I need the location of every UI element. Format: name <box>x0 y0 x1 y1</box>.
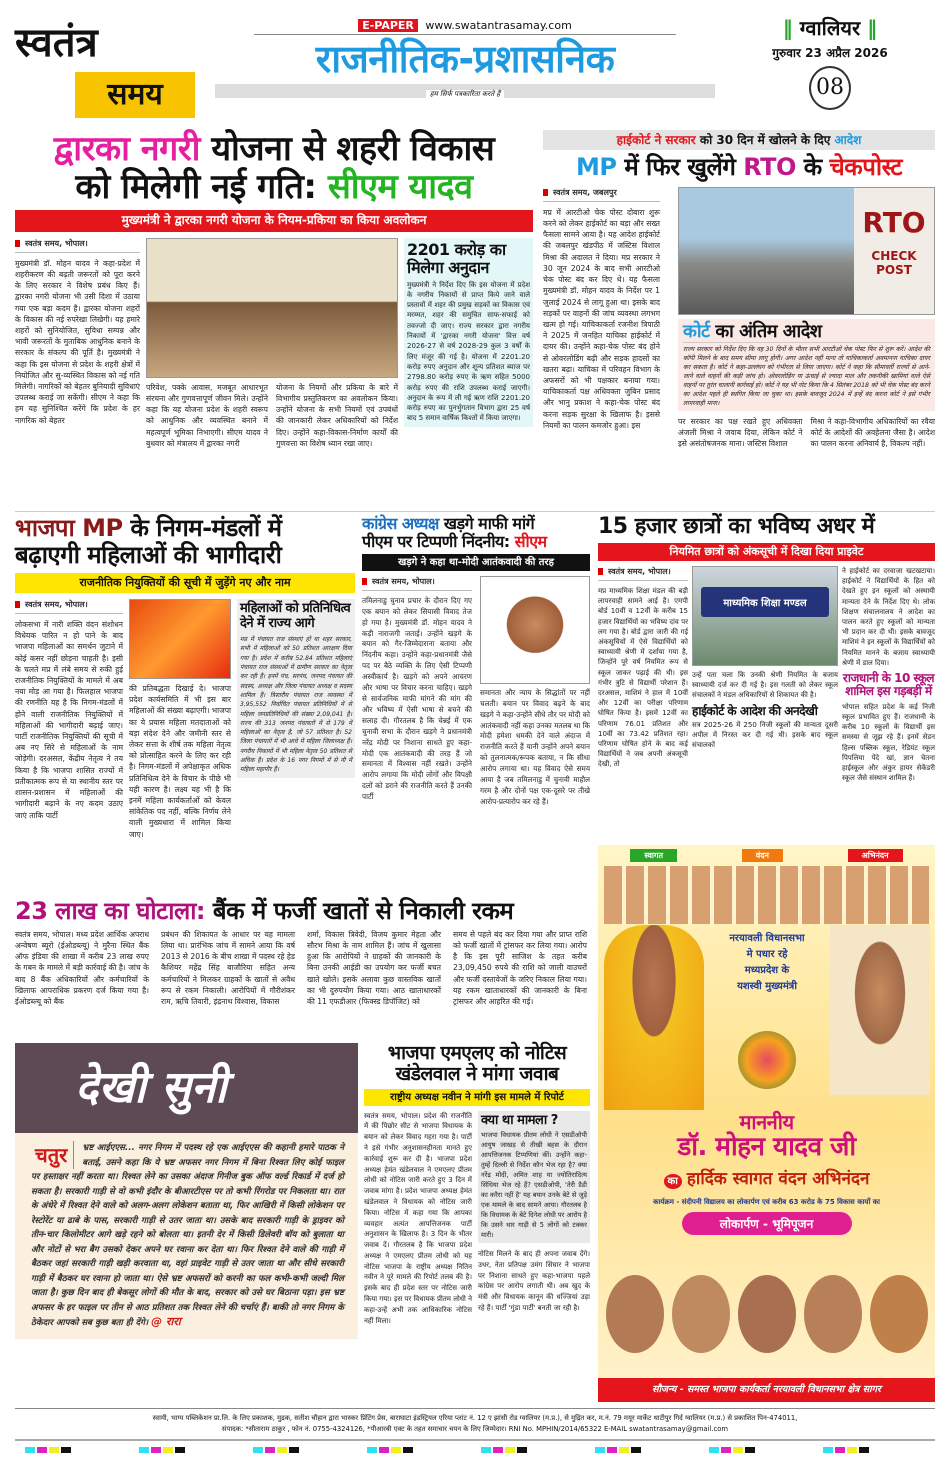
byline: स्वतंत्र समय, जबलपुर <box>543 187 660 202</box>
subhead-highcourt: हाईकोर्ट के आदेश की अनदेखी <box>692 703 818 718</box>
students-col3: ने हाईकोर्ट का दरवाजा खटखटाया। हाईकोर्ट ने विद्यार्थियों के हित को देखते हुए इन स्कूलों को अस्थायी मान्यता देने के निर्देश दिए थे। लोक शिक्षण संचालनालय ने आदेश का पालन करते हुए स्कूलों को मान्यता भी प्रदान कर दी थी। इसके बावजूद माशिमं ने इन स्कूलों के विद्यार्थियों को नियमित मानने के बजाय स्वाध्यायी श्रेणी में डाल दिया। <box>842 566 935 667</box>
imprint-footer: स्वामी, भाग्य पब्लिकेशन प्रा.लि. के लिए प्रकाशक, मुद्रक, सतीश चौहान द्वारा भास्कर प्रिंटिंग प्रेस, बाराघाटा इंडस्ट्रियल एरिया प्लांट नं. 12 ए झांसी रोड ग्वालियर (म.प्र.), से मुद्रित कर, म.नं. 79 मयूर मार्केट थाटीपुर गिर्द ग्वालियर (म.प्र.) से प्रकाशित पिन-474011, संपादक: *सीताराम ठाकुर , फोन नं. 0755-4324126, *पीआरबी एक्ट के तहत समाचार चयन के लिए जिम्मेदार। RNI No. MPHIN/2014/65322 E-MAIL swatantrasamay@gmail.com <box>15 1408 935 1441</box>
logo-top: स्वतंत्र <box>15 19 98 66</box>
ad-courtesy: सौजन्य - समस्त भाजपा कार्यकर्ता नरयावली विधानसभा क्षेत्र सागर <box>598 1378 935 1402</box>
lead-col1: मुख्यमंत्री डॉ. मोहन यादव ने कहा-प्रदेश में शहरीकरण की बढ़ती जरूरतों को पूरा करने के लिए सरकार ने विशेष प्रबंध किए हैं। द्वारका नगरी योजना भी उसी दिशा में उठाया गया एक बड़ा कदम है। द्वारका योजना शहरों के विकास की नई रुपरेखा लिखेगी। यह हमारे शहरों को सुनियोजित, सुविधा सम्पन्न और भावी जरूरतों के मुताबिक आधुनिक बनाने के सरकार के संकल्प की पूर्ति है। मुख्यमंत्री ने कहा कि इस योजना से प्रदेश के शहरी क्षेत्रों में नियोजित और सु-व्यस्थित विकास को नई गति मिलेगी। नागरिकों को बेहतर बुनियादी सुविधाएं उपलब्ध कराई जा सकेंगी। सीएम ने कहा कि हम यह सुनिश्चित करेंगे कि प्रदेश के हर नागरिक को बेहतर <box>15 258 140 425</box>
mla-photo <box>830 925 930 1095</box>
bjp-headline: भाजपा MP के निगम-मंडलों में बढ़ाएगी महिलाओं की भागीदारी <box>15 514 282 569</box>
section-title: राजनीतिक-प्रशासनिक <box>315 37 615 81</box>
rto-headline: MP में फिर खुलेंगे RTO के चेकपोस्ट <box>575 153 902 181</box>
cm-portrait <box>480 576 590 684</box>
lead-col3: योजना के नियमों और प्रकिया के बारे में विभागीय प्रस्तुतिकरण का अवलोकन किया। उन्होंने योजना के सभी नियमों एवं उपबंधों की जानकारी लेकर अधिकारियों को निर्देश दिए। उन्होंने कहा-विकास-निर्माण कार्यों की गुणवत्ता का विशेष ध्यान रखा जाए। <box>276 382 398 448</box>
students-subhead: नियमित छात्रों को अंकसूची में दिखा दिया प्राइवेट <box>598 543 935 561</box>
what-was-matter-box: क्या था मामला ? भाजपा विधायक प्रीतम लोधी ने एसडीओपी आयुष जाखड़ से तीखी बहस के दौरान आपत्तिजनक टिप्पणियां कीं। उन्होंने कहा-तुम्हें दिल्ली से निर्देश कौन भेज रहा है? क्या नरेंद्र मोदी, अमित शाह या ज्योतिरादित्य सिंधिया भेज रहे हैं? एसडीओपी, 'तेरी डैडी का करैरा नहीं है' यह बयान उनके बेटे से जुड़े एक मामले के बाद सामने आया। गौरतलब है कि विधायक के बेटे दिनेश लोधी पर आरोप है कि उसने थार गाड़ी से 5 लोगों को टक्कर मारी। <box>478 1111 590 1244</box>
court-order-box: कोर्ट का अंतिम आदेश राज्य सरकार को निर्देश दिए कि वह 30 दिनों के भीतर सभी आरटीओ चेक पोस्ट फिर से शुरू करें। आदेश की कॉपी मिलने के बाद समय सीमा लागू होगी। अगर आदेश नहीं माना तो याचिकाकर्ता अवमानना याचिका दायर कर सकता है। कोर्ट ने कहा-उल्लंघन को गंभीरता से लिया जाएगा। कोर्ट ने कहा कि सीमावर्ती राज्यों से आने-जाने वाले वाहनों की कड़ी जांच हो। ओवरलोडिंग या ऊंचाई से ज्यादा माल और तकनीकी खामियां वाले ऐसे वाहनों पर तुरंत चालानी कार्रवाई हो। कोर्ट ने यह भी नोट किया कि 4 सितंबर 2018 को भी चेक पोस्ट बंद करने का आदेश पहले ही स्थगित किया जा चुका था। इसके बावजूद 2024 में इन्हें बंद करना कोर्ट ने इसे गंभीर लापरवाही माना। <box>678 319 935 411</box>
website-link[interactable]: www.swatantrasamay.com <box>425 19 572 32</box>
byline: स्वतंत्र समय, भोपाल। <box>15 599 123 614</box>
rto-kicker: हाईकोर्ट ने सरकार को 30 दिन में खोलने के दिए आदेश <box>543 130 935 150</box>
women-box: महिलाओं को प्रतिनिधित्व देने में राज्य आगे मप्र में पंचायत राज संस्थाएं हों या शहर सरकार, सभी में महिलाओं को 50 प्रतिशत आरक्षण दिया गया है। प्रदेश में करीब 52.84 प्रतिशत महिलाएं पंचायत राज संस्थाओं में ग्रामीण सरकार का नेतृत्व कर रही हैं। इनमें पंच, सरपंच, जनपद पंचायत की सदस्य, अध्यक्ष और जिला पंचायत अध्यक्ष व सदस्य शामिल हैं। त्रिस्तरीय पंचायत राज व्यवस्था में 3,95,552 निर्वाचित पंचायत प्रतिनिधियों में से महिला जनप्रतिनिधियों की संख्या 2,09,041 है। राज्य की 313 जनपद पंचायतों में से 179 में महिलाओं का नेतृत्व है, जो 57 प्रतिशत है। 52 जिला पंचायतों में भी आधे में महिला जिलाध्यक्ष हैं। नगरीय निकायों में भी महिला नेतृत्व 50 प्रतिशत से अधिक है। प्रदेश के 16 नगर निगमों में से नौ में महिला महापौर हैं। <box>237 599 355 778</box>
bjp-subhead: राजनीतिक नियुक्तियों की सूची में जुड़ेंगे नए और नाम <box>15 573 355 593</box>
bjp-col2: की प्रतिबद्धता दिखाई दे। भाजपा प्रदेश कार्यसमिति में भी इस बार महिलाओं की संख्या बढ़ाएगी। भाजपा का ये प्रयास महिला मतदाताओं को बड़ा संदेश देने और जमीनी स्तर से लेकर सत्ता के शीर्ष तक महिला नेतृत्व को प्रोत्साहित करने के लिए कर रही है। निगम-मंडलों में अपेक्षाकृत अधिक प्रतिनिधित्व देने के विचार के पीछे भी यही कारण है। लक्ष्य यह भी है कि इनमें महिला कार्यकर्ताओं को केवल सांकेतिक पद नहीं, बल्कि निर्णय लेने वाली मुख्यधारा में शामिल किया जाए। <box>129 684 231 839</box>
students-headline: 15 हजार छात्रों का भविष्य अधर में <box>598 514 875 539</box>
meeting-photo <box>146 238 398 378</box>
lead-story <box>15 130 533 449</box>
rto-col1: मप्र में आरटीओ चेक पोस्ट दोबारा शुरू करने को लेकर हाईकोर्ट का बड़ा और सख्त फैसला सामने आया है। यह आदेश हाईकोर्ट की जबलपुर खंडपीठ में जस्टिस विशाल मिश्रा की अदालत ने दिया। मप्र सरकार ने 30 जून 2024 के बाद सभी आरटीओ चेक पोस्ट बंद कर दिए थे। यह फैसला मुख्यमंत्री डॉ. मोहन यादव के निर्देश पर 1 जुलाई 2024 से लागू हुआ था। इसके बाद सड़कों पर वाहनों की जांच व्यवस्था लगभग खत्म हो गई। याचिकाकर्ता रजनीश त्रिपाठी ने 2025 में जनहित याचिका हाईकोर्ट में दायर की। उन्होंने कहा-चेक पोस्ट बंद होने से ओवरलोडिंग बढ़ी और सड़क हादसों का खतरा बढ़ा। याचिका में परिवहन विभाग के अफसरों को भी पक्षकार बनाया गया। याचिकाकर्ता पक्ष अधिवक्ता जुबिन प्रसाद और भानु प्रकाश ने कहा-चेक पोस्ट बंद करना सड़क सुरक्षा के खिलाफ है। इससे नियमों का पालन कमजोर हुआ। इस <box>543 207 660 430</box>
bjp-col1: लोकसभा में नारी शक्ति वंदन संशोधन विधेयक पारित न हो पाने के बाद भाजपा महिलाओं का समर्थन जुटाने में कोई कसर नहीं छोड़ना चाहती है। इसी के चलते मप्र में लंबे समय से रुकी हुई राजनीतिक नियुक्तियों के मामले में अब नया मोड़ आ गया है। फिलहाल भाजपा की रणनीति यह है कि निगम-मंडलों में होने वाली राजनीतिक नियुक्तियों में महिलाओं की भागीदारी बढ़ाई जाए। पार्टी राजनीतिक नियुक्तियों की सूची में अब नए सिरे से महिलाओं के नाम जोड़ेगी। दरअसल, केंद्रीय नेतृत्व ने तय किया है कि भाजपा शासित राज्यों में प्रतीकात्मक रूप से या स्थानीय स्तर पर शासन-प्रशासन में महिलाओं की भागीदारी बढ़ाने के नए कदम उठाए जाएं ताकि पार्टी <box>15 620 123 820</box>
bjp-story <box>15 515 355 840</box>
page-number: 08 <box>809 66 851 110</box>
bjp-flags-photo <box>129 599 231 679</box>
rto-story <box>543 130 935 450</box>
students-col1: मप्र माध्यमिक शिक्षा मंडल की बड़ी लापरवाही सामने आई है। एमपी बोर्ड 10वीं व 12वीं के करीब 15 हजार विद्यार्थियों का भविष्य दांव पर लग गया है। बोर्ड द्वारा जारी की गई अंकसूचियों में ऐसे विद्यार्थियों को स्वाध्यायी श्रेणी में दर्शाया गया है, जिन्होंने पूरे वर्ष नियमित रूप से स्कूल जाकर पढ़ाई की थी। इस गंभीर त्रुटि से विद्यार्थी परेशान हैं। दरअसल, माशिमं ने हाल में 10वीं और 12वीं का परीक्षा परिणाम घोषित किया है। इसमें 12वीं का परिणाम 76.01 प्रतिशत और 10वीं का 73.42 प्रतिशत रहा। परिणाम घोषित होने के बाद कई विद्यार्थियों ने जब अपनी अंकसूची देखी, तो <box>598 586 688 769</box>
byline: स्वतंत्र समय, भोपाल। <box>362 576 472 591</box>
masthead <box>0 0 945 124</box>
scam-col2: प्रबंधन की शिकायत के आधार पर यह मामला लिया था। प्रारंभिक जांच में सामने आया कि वर्ष 2013 से 2016 के बीच शाखा में पदस्थ रहे हेड कैशियर महेंद्र सिंह बाजौरिया सहित अन्य कर्मचारियों ने मिलकर ग्राहकों के खातों से अवैध रूप से रकम निकाली। आरोपियों में गौरीशंकर राम, ऋचि तिवारी, इंद्रनाथ विश्वास, विकास <box>161 929 295 1007</box>
mla-col2: नोटिस मिलने के बाद ही अपना जवाब देंगे। उधर, नेता प्रतिपक्ष उमंग सिंघार ने भाजपा पर निशाना साधते हुए कहा-भाजपा पहले कांग्रेस पर आरोप लगाती थी। अब खुद के मंत्री और विधायक कानून की धज्जियां उड़ा रहे हैं। पार्टी 'गुंडा पार्टी' बनती जा रही है। <box>478 1250 590 1313</box>
mla-story: भाजपा एमएलए को नोटिस खंडेलवाल ने मांगा जवाब राष्ट्रीय अध्यक्ष नवीन ने मांगी इस मामले में रिपोर्ट स्वतंत्र समय, भोपाल। प्रदेश की राजनीति में की पिछोर सीट से भाजपा विधायक के बयान को लेकर विवाद गहरा गया है। पार्टी ने इसे गंभीर अनुशासनहीनता मानते हुए कार्रवाई शुरू कर दी है। भाजपा प्रदेश अध्यक्ष हेमंत खंडेलवाल ने एमएलए प्रीतम लोधी को नोटिस जारी करते हुए 3 दिन में जवाब मांगा है। प्रदेश भाजपा अध्यक्ष हेमंत खंडेलवाल ने विधायक को नोटिस जारी किया। नोटिस में कहा गया कि आपका व्यवहार अत्यंत आपत्तिजनक पार्टी अनुशासन के खिलाफ है। 3 दिन के भीतर जवाब दें। गौरतलब है कि भाजपा प्रदेश अध्यक्ष ने एमएलए प्रीतम लोधी को यह नोटिस भाजपा के राष्ट्रीय अध्यक्ष नितिन नवीन ने पूरे मामले की रिपोर्ट तलब की है। इसके बाद ही प्रदेश स्तर पर नोटिस जारी किया गया। इस पर विधायक प्रीतम लोधी ने कहा-उन्हें अभी तक आधिकारिक नोटिस नहीं मिला। क्या था मामला ? भाजपा विधायक प्रीतम लोधी ने एसडीओपी आयुष जाखड़ से तीखी बहस के दौरान आपत्तिजनक टिप्पणियां कीं। उन्होंने कहा-तुम्हें दिल्ली से निर्देश कौन भेज रहा है? क्या नरेंद्र मोदी, अमित शाह या ज्योतिरादित्य सिंधिया भेज रहे हैं? एसडीओपी, 'तेरी डैडी का करैरा नहीं है' यह बयान उनके बेटे से जुड़े एक मामले के बाद सामने आया। गौरतलब है कि विधायक के बेटे दिनेश लोधी पर आरोप है कि उसने थार गाड़ी से 5 लोगों को टक्कर मारी। नोटिस मिलने के बाद ही अपना जवाब देंगे। उधर, नेता प्रतिपक्ष उमंग सिंघार ने भाजपा पर निशाना साधते हुए कहा-भाजपा पहले कांग्रेस पर आरोप लगाती थी। अब खुद के मंत्री और विधायक कानून की धज्जियां उड़ा रहे हैं। पार्टी 'गुंडा पार्टी' बनती जा रही है। <box>364 1042 590 1325</box>
scam-story: 23 लाख का घोटाला: बैंक में फर्जी खातों से निकाली रकम स्वतंत्र समय, भोपाल। मध्य प्रदेश आर्थिक अपराध अन्वेषण ब्यूरो (ईओडब्ल्यू) ने मुरैना स्थित बैंक ऑफ इंडिया की शाखा में करीब 23 लाख रुपए के गबन के मामले में बड़ी कार्रवाई की है। जांच के बाद 8 बैंक अधिकारियों और कर्मचारियों के खिलाफ आपराधिक प्रकरण दर्ज किया गया है। ईओडब्ल्यू को बैंक प्रबंधन की शिकायत के आधार पर यह मामला लिया था। प्रारंभिक जांच में सामने आया कि वर्ष 2013 से 2016 के बीच शाखा में पदस्थ रहे हेड कैशियर महेंद्र सिंह बाजौरिया सहित अन्य कर्मचारियों ने मिलकर ग्राहकों के खातों से अवैध रूप से रकम निकाली। आरोपियों में गौरीशंकर राम, ऋचि तिवारी, इंद्रनाथ विश्वास, विकास शर्मा, विकास त्रिवेदी, विजय कुमार मेहता और सौरभ मिश्रा के नाम शामिल हैं। जांच में खुलासा हुआ कि आरोपियों ने ग्राहकों की जानकारी के बिना उनकी आईडी का उपयोग कर फर्जी बचत खाते खोले। इसके अलावा कुछ वास्तविक खातों का भी दुरुपयोग किया गया। आठ खाताधारकों की 11 एफडीआर (फिक्स्ड डिपॉजिट) को समय से पहले बंद कर दिया गया और प्राप्त राशि को फर्जी खातों में ट्रांसफर कर लिया गया। आरोप है कि इस पूरी साजिश के तहत करीब 23,09,450 रुपये की राशि को जाली वाउचरों और फर्जी दस्तावेजों के जरिए निकाल लिया गया। यह रकम खाताधारकों की जानकारी के बिना ट्रांसफर और आहरित की गई। <box>15 897 587 1007</box>
mla-subhead: राष्ट्रीय अध्यक्ष नवीन ने मांगी इस मामले में रिपोर्ट <box>364 1089 590 1106</box>
ad-tab-welcome: स्वागत <box>630 849 677 862</box>
date: गुरुवार 23 अप्रैल 2026 <box>772 46 888 60</box>
city-name: ‖ ग्वालियर ‖ <box>782 16 878 40</box>
students-story: 15 हजार छात्रों का भविष्य अधर में नियमित छात्रों को अंकसूची में दिखा दिया प्राइवेट स्वतंत्र समय, भोपाल। मप्र माध्यमिक शिक्षा मंडल की बड़ी लापरवाही सामने आई है। एमपी बोर्ड 10वीं व 12वीं के करीब 15 हजार विद्यार्थियों का भविष्य दांव पर लग गया है। बोर्ड द्वारा जारी की गई अंकसूचियों में ऐसे विद्यार्थियों को स्वाध्यायी श्रेणी में दर्शाया गया है, जिन्होंने पूरे वर्ष नियमित रूप से स्कूल जाकर पढ़ाई की थी। इस गंभीर त्रुटि से विद्यार्थी परेशान हैं। दरअसल, माशिमं ने हाल में 10वीं और 12वीं का परीक्षा परिणाम घोषित किया है। इसमें 12वीं का परिणाम 76.01 प्रतिशत और 10वीं का 73.42 प्रतिशत रहा। परिणाम घोषित होने के बाद कई विद्यार्थियों ने जब अपनी अंकसूची देखी, तो माध्यमिक शिक्षा मण्डल उन्हें पता चला कि उनकी श्रेणी नियमित के बजाय स्वाध्यायी दर्ज कर दी गई है। इस गलती को लेकर स्कूल संचालकों ने मंडल अधिकारियों से शिकायत की है। हाईकोर्ट के आदेश की अनदेखी सत्र 2025-26 में 250 निजी स्कूलों की मान्यता दूसरी अपील में निरस्त कर दी गई थी। इसके बाद स्कूल संचालकों ने हाईकोर्ट का दरवाजा खटखटाया। हाईकोर्ट ने विद्यार्थियों के हित को देखते हुए इन स्कूलों को अस्थायी मान्यता देने के निर्देश दिए थे। लोक शिक्षण संचालनालय ने आदेश का पालन करते हुए स्कूलों को मान्यता भी प्रदान कर दी थी। इसके बावजूद माशिमं ने इन स्कूलों के विद्यार्थियों को नियमित मानने के बजाय स्वाध्यायी श्रेणी में डाल दिया। राजधानी के 10 स्कूल शामिल इस गड़बड़ी में भोपाल सहित प्रदेश के कई निजी स्कूल प्रभावित हुए हैं। राजधानी के करीब 10 स्कूलों के विद्यार्थी इस समस्या से जूझ रहे हैं। इनमें सेडन हिल्स पब्लिक स्कूल, रेडियंट स्कूल पिपलिया पेंदे खां, ज्ञान चेतना हाईस्कूल और अंकुर हायर सेकेंडरी स्कूल जैसे संस्थान शामिल हैं। <box>598 514 935 783</box>
cm-photo <box>604 925 704 1110</box>
epaper-badge: E-PAPER <box>358 19 418 32</box>
grant-sidebar: 2201 करोड़ का मिलेगा अनुदान मुख्यमंत्री ने निर्देश दिए कि इस योजना में प्रदेश के नगरीय निकायों से प्राप्त किये जाने वाले प्रस्तावों में शहर की प्रमुख सड़कों का विकास एवं मरम्मत, शहर की समुचित साफ-सफाई को तवज्जो दी जाए। राज्य सरकार द्वारा नगरीय निकायों में 'द्वारका नगरी योजना' वित्त वर्ष 2026-27 से वर्ष 2028-29 कुल 3 वर्षों के लिए मंजूर की गई है। योजना में 2201.20 करोड़ रुपए अनुदान और शून्य प्रतिशत ब्याज पर 2798.80 करोड़ रुपए के ऋण सहित 5000 करोड़ रुपए की राशि उपलब्ध कराई जाएगी। अनुदान के रूप में ली गई ऋण राशि 2201.20 करोड़ रुपए का पुनर्भुगतान विभाग द्वारा 25 वर्ष बाद 5 समान वार्षिक किश्तों में किया जाएगा। <box>404 238 533 427</box>
dekhi-suni-column: देखी सुनी चतुर भ्रष्ट आईएएस... नगर निगम में पदस्थ रहे एक आईएएस की कहानी हमारे पाठक ने बताई, उसने कहा कि ये भ्रष्ट अफसर नगर निगम में बिना रिश्वत लिए कोई फाइल पर हस्ताक्षर नहीं करता था। रिश्वत लेने का उसका अंदाज गिनीज बुक ऑफ वर्ल्ड रिकार्ड में दर्ज हो सकता है। सरकारी गाड़ी से वो कभी इंदौर के बीआरटीएस पर तो कभी रिंगरोड पर निकलता था। रात के अंधेरे में रिश्वत देने वाले को अलग-अलग लोकेशन बताता था, फिर आखिरी में किसी लोकेशन पर रेस्टोरेंट या ढाबे के पास, सरकारी गाड़ी से उतर जाता था। उसके बाद सरकारी गाड़ी के ड्राइवर को तीन-चार किलोमीटर आगे खड़े रहने को बोलता था। इतनी देर में किसी डिलेवरी बॉय को बुलाता था और नोटों से भरा बैग उसको देकर अपने घर रवाना कर देता था। फिर रिश्वत देने वाले की गाड़ी में बैठकर जहां सरकारी गाड़ी खड़ी करवाता था, वहां प्राइवेट गाड़ी से उतर जाता था और सीधे सरकारी गाड़ी में बैठकर घर रवाना हो जाता था। ऐसे भ्रष्ट अफसरों को करनी का फल कभी-कभी जल्दी मिल जाता है। कुछ दिन बाद ही बेकसूर लोगों की मौत के बाद, सरकार को उसे घर बिठाना पड़ा। इस भ्रष्ट अफसर के हर फाइल पर तीन से आठ प्रतिशत तक रिश्वत लेने की चर्चाएं हैं। बाकी तो नगर निगम के ठेकेदार आपको सब कुछ बता ही देंगे। @ रारा <box>15 1043 358 1339</box>
ad-tab-vandan: वंदन <box>742 849 783 862</box>
mla-col1: स्वतंत्र समय, भोपाल। प्रदेश की राजनीति में की पिछोर सीट से भाजपा विधायक के बयान को लेकर विवाद गहरा गया है। पार्टी ने इसे गंभीर अनुशासनहीनता मानते हुए कार्रवाई शुरू कर दी है। भाजपा प्रदेश अध्यक्ष हेमंत खंडेलवाल ने एमएलए प्रीतम लोधी को नोटिस जारी करते हुए 3 दिन में जवाब मांगा है। प्रदेश भाजपा अध्यक्ष हेमंत खंडेलवाल ने विधायक को नोटिस जारी किया। नोटिस में कहा गया कि आपका व्यवहार अत्यंत आपत्तिजनक पार्टी अनुशासन के खिलाफ है। 3 दिन के भीतर जवाब दें। गौरतलब है कि भाजपा प्रदेश अध्यक्ष ने एमएलए प्रीतम लोधी को यह नोटिस भाजपा के राष्ट्रीय अध्यक्ष नितिन नवीन ने पूरे मामले की रिपोर्ट तलब की है। इसके बाद ही प्रदेश स्तर पर नोटिस जारी किया गया। इस पर विधायक प्रीतम लोधी ने कहा-उन्हें अभी तक आधिकारिक नोटिस नहीं मिला। <box>364 1111 472 1325</box>
scam-col3: शर्मा, विकास त्रिवेदी, विजय कुमार मेहता और सौरभ मिश्रा के नाम शामिल हैं। जांच में खुलासा हुआ कि आरोपियों ने ग्राहकों की जानकारी के बिना उनकी आईडी का उपयोग कर फर्जी बचत खाते खोले। इसके अलावा कुछ वास्तविक खातों का भी दुरुपयोग किया गया। आठ खाताधारकों की 11 एफडीआर (फिक्स्ड डिपॉजिट) को <box>307 929 441 1007</box>
byline: स्वतंत्र समय, भोपाल। <box>598 566 688 581</box>
column-label: चतुर <box>35 1141 74 1169</box>
masthead-right <box>725 14 935 110</box>
congress-col1: तमिलनाडु चुनाव प्रचार के दौरान दिए गए एक बयान को लेकर सियासी विवाद तेज हो गया है। मुख्यमंत्री डॉ. मोहन यादव ने कड़ी नाराजगी जताई। उन्होंने खड़गे के बयान को गैर-जिम्मेदाराना बताया और निंदनीय कहा। उन्होंने कहा-प्रधानमंत्री जैसे पद पर बैठे व्यक्ति के लिए ऐसी टिप्पणी अस्वीकार्य है। खड़गे को अपने आचरण और भाषा पर विचार करना चाहिए। खड़गे से सार्वजनिक माफी मांगने की मांग की और भविष्य में ऐसी भाषा से बचने की सलाह दी। गौरतलब है कि चेन्नई में एक चुनावी सभा के दौरान खड़गे ने प्रधानमंत्री नरेंद्र मोदी पर निशाना साधते हुए कहा-मोदी एक आतंकवादी की तरह हैं जो समानता में विश्वास नहीं रखते। उन्होंने आरोप लगाया कि मोदी लोगों और विपक्षी दलों को डराने की राजनीति करते हैं उनकी पार्टी <box>362 595 472 802</box>
congress-subhead: खड़गे ने कहा था-मोदी आतंकवादी की तरह <box>362 554 590 571</box>
students-col2: उन्हें पता चला कि उनकी श्रेणी नियमित के बजाय स्वाध्यायी दर्ज कर दी गई है। इस गलती को लेकर स्कूल संचालकों ने मंडल अधिकारियों से शिकायत की है। <box>692 670 838 700</box>
congress-col2: समानता और न्याय के सिद्धांतों पर नहीं चलती। बयान पर विवाद बढ़ने के बाद खड़गे ने कहा-उन्होंने सीधे तौर पर मोदी को आतंकवादी नहीं कहा उनका मतलब था कि मोदी हमेशा धमकी देने वाले अंदाज में राजनीति करते हैं यानी उन्होंने अपने बयान को तुलनात्मक/रूपक बताया, न कि सीधा आरोप लगाया था। यह विवाद ऐसे समय आया है जब तमिलनाडु में चुनावी माहौल गरम है और दोनों पक्ष एक-दूसरे पर तीखे आरोप-प्रत्यारोप कर रहे हैं। <box>480 687 590 806</box>
rto-col2: पर सरकार का पक्ष रखते हुए अधिवक्ता अंजली मिश्रा ने जवाब दिया, लेकिन कोर्ट ने इसे असंतोषजनक माना। जस्टिस विशाल <box>678 417 803 449</box>
lead-subhead: मुख्यमंत्री ने द्वारका नगरी योजना के नियम-प्रकिया का किया अवलोकन <box>15 210 533 232</box>
congress-story: कांग्रेस अध्यक्ष खड़गे माफी मांगें पीएम पर टिप्पणी निंदनीय: सीएम खड़गे ने कहा था-मोदी आतंकवादी की तरह स्वतंत्र समय, भोपाल। तमिलनाडु चुनाव प्रचार के दौरान दिए गए एक बयान को लेकर सियासी विवाद तेज हो गया है। मुख्यमंत्री डॉ. मोहन यादव ने कड़ी नाराजगी जताई। उन्होंने खड़गे के बयान को गैर-जिम्मेदाराना बताया और निंदनीय कहा। उन्होंने कहा-प्रधानमंत्री जैसे पद पर बैठे व्यक्ति के लिए ऐसी टिप्पणी अस्वीकार्य है। खड़गे को अपने आचरण और भाषा पर विचार करना चाहिए। खड़गे से सार्वजनिक माफी मांगने की मांग की और भविष्य में ऐसी भाषा से बचने की सलाह दी। गौरतलब है कि चेन्नई में एक चुनावी सभा के दौरान खड़गे ने प्रधानमंत्री नरेंद्र मोदी पर निशाना साधते हुए कहा-मोदी एक आतंकवादी की तरह हैं जो समानता में विश्वास नहीं रखते। उन्होंने आरोप लगाया कि मोदी लोगों और विपक्षी दलों को डराने की राजनीति करते हैं उनकी पार्टी समानता और न्याय के सिद्धांतों पर नहीं चलती। बयान पर विवाद बढ़ने के बाद खड़गे ने कहा-उन्होंने सीधे तौर पर मोदी को आतंकवादी नहीं कहा उनका मतलब था कि मोदी हमेशा धमकी देने वाले अंदाज में राजनीति करते हैं यानी उन्होंने अपने बयान को तुलनात्मक/रूपक बताया, न कि सीधा आरोप लगाया था। यह विवाद ऐसे समय आया है जब तमिलनाडु में चुनावी माहौल गरम है और दोनों पक्ष एक-दूसरे पर तीखे आरोप-प्रत्यारोप कर रहे हैं। <box>362 514 590 806</box>
rto-col3: मिश्रा ने कहा-विभागीय अधिकारियों का रवैया कोर्ट के आदेशों की अवहेलना जैसा है। आदेश का पालन करना अनिवार्य है, विकल्प नहीं। <box>810 417 935 449</box>
byline: स्वतंत्र समय, भोपाल। <box>15 238 140 253</box>
welcome-advertisement: स्वागत वंदन अभिनंदन नरयावली विधानसभा मे पधार रहे मध्यप्रदेश के यशस्वी मुख्यमंत्री माननीय डॉ. मोहन यादव जी का हार्दिक स्वागत वंदन अभिनंदन कार्यक्रम - संदीपनी विद्यालय का लोकार्पण एवं करीब 63 करोड के 75 विकास कार्यो का लोकार्पण - भूमिपूजन सौजन्य - समस्त भाजपा कार्यकर्ता नरयावली विधानसभा क्षेत्र सागर <box>598 845 935 1402</box>
masthead-center <box>215 18 715 98</box>
scam-col1: स्वतंत्र समय, भोपाल। मध्य प्रदेश आर्थिक अपराध अन्वेषण ब्यूरो (ईओडब्ल्यू) ने मुरैना स्थित बैंक ऑफ इंडिया की शाखा में करीब 23 लाख रुपए के गबन के मामले में बड़ी कार्रवाई की है। जांच के बाद 8 बैंक अधिकारियों और कर्मचारियों के खिलाफ आपराधिक प्रकरण दर्ज किया गया है। ईओडब्ल्यू को बैंक <box>15 929 149 1007</box>
registration-marks <box>25 1447 925 1453</box>
board-photo: माध्यमिक शिक्षा मण्डल <box>692 566 838 666</box>
lead-headline: द्वारका नगरी योजना से शहरी विकास को मिलेगी नई गति: सीएम यादव <box>53 129 495 208</box>
bouquet-icon <box>738 1031 796 1089</box>
worker-portraits <box>606 1275 928 1355</box>
signature: @ रारा <box>151 1315 181 1328</box>
logo-bottom: समय <box>75 72 195 118</box>
divider <box>15 511 935 512</box>
lokarpan-pill: लोकार्पण - भूमिपूजन <box>682 1212 852 1235</box>
dekhi-suni-banner: देखी सुनी <box>15 1043 358 1133</box>
ad-tab-abhinandan: अभिनंदन <box>848 849 903 862</box>
tagline: हम सिर्फ पत्रकारिता करते हैं <box>426 90 504 98</box>
logo <box>15 16 200 120</box>
lead-col2: परिवेश, पक्के आवास, मजबूत आधारभूत संरचना और गुणवत्तापूर्ण जीवन मिले। उन्होंने कहा कि यह योजना प्रदेश के शहरी स्वरूप को आधुनिक और व्यवस्थित बनाने में महत्वपूर्ण भूमिका निभाएगी। सीएम यादव ने बुधवार को मंत्रालय में द्वारका नगरी <box>146 382 268 448</box>
leader-portrait-strip <box>604 866 929 924</box>
checkpost-photo: RTO CHECK POST <box>678 187 935 315</box>
scam-col4: समय से पहले बंद कर दिया गया और प्राप्त राशि को फर्जी खातों में ट्रांसफर कर लिया गया। आरोप है कि इस पूरी साजिश के तहत करीब 23,09,450 रुपये की राशि को जाली वाउचरों और फर्जी दस्तावेजों के जरिए निकाल लिया गया। यह रकम खाताधारकों की जानकारी के बिना ट्रांसफर और आहरित की गई। <box>453 929 587 1007</box>
subhead-capital-schools: राजधानी के 10 स्कूल शामिल इस गड़बड़ी में <box>842 670 935 699</box>
